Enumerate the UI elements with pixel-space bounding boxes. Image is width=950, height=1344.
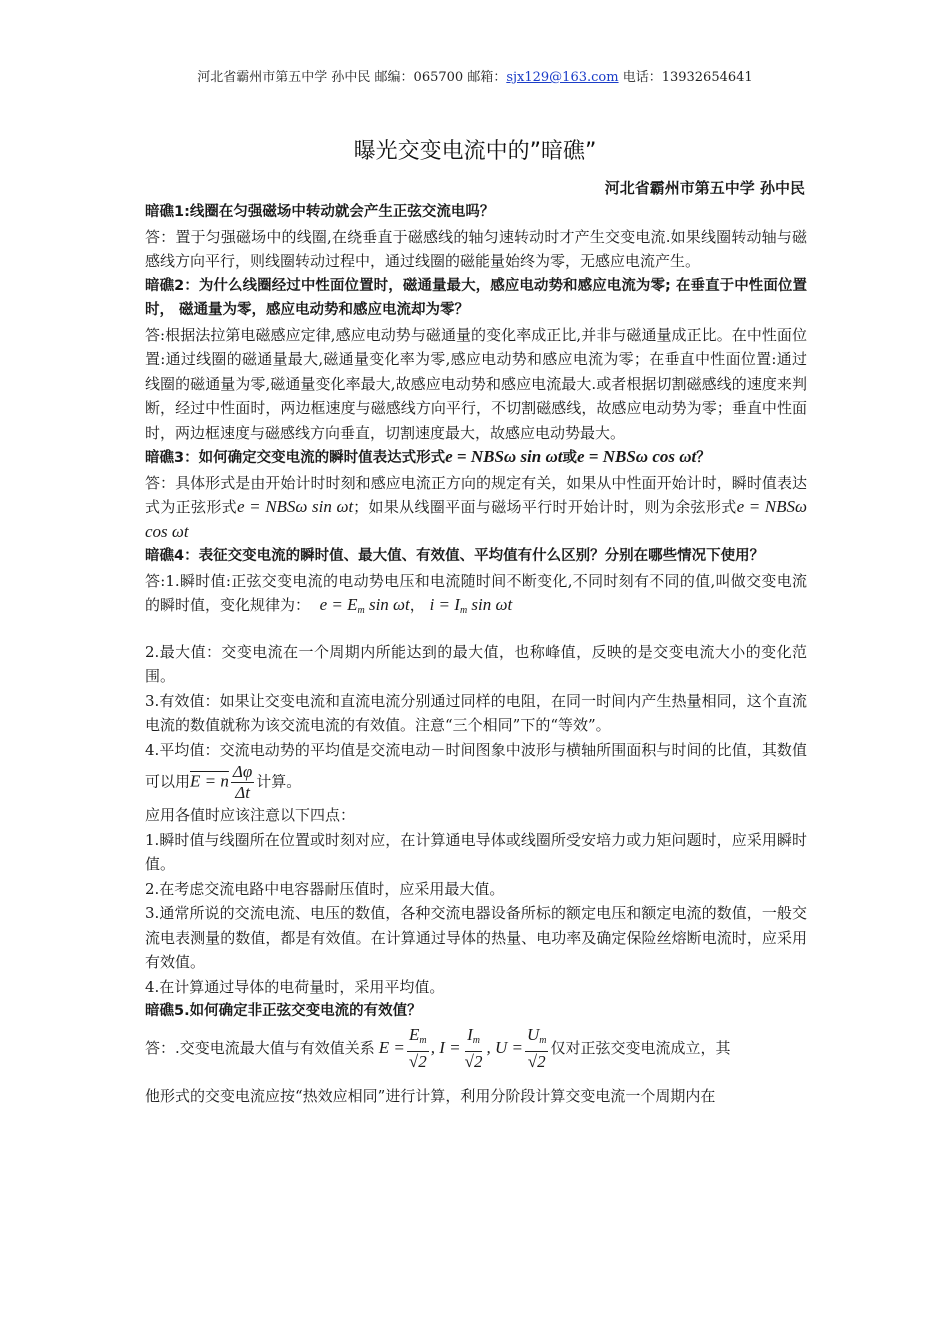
question-5: 暗礁5.如何确定非正弦交变电流的有效值？ bbox=[145, 1003, 422, 1019]
answer-4-average: 4.平均值：交流电动势的平均值是交流电动－时间图象中波形与横轴所围面积与时间的比值，其数值可以用E = n $\frac{\Delta\varphi}{\Delta t}$ 计算。 bbox=[145, 740, 807, 802]
fraction-average: $\frac{\Delta\varphi}{\Delta t}$ bbox=[232, 762, 253, 802]
note-1: 1.瞬时值与线圈所在位置或时刻对应，在计算通电导体或线圈所受安培力或力矩问题时，应采用瞬时值。 bbox=[145, 830, 807, 873]
author-line: 河北省霸州市第五中学 孙中民 bbox=[604, 179, 805, 197]
answer-5-cont: 他形式的交变电流应按“热效应相同”进行计算，利用分阶段计算交变电流一个周期内在 bbox=[145, 1086, 716, 1105]
page-title: 曝光交变电流中的”暗礁” bbox=[353, 139, 597, 164]
question-3: 暗礁3：如何确定交变电流的瞬时值表达式形式e = NBSω sin ωt或e = NBSω cos ωt？ bbox=[145, 447, 711, 466]
answer-5-line: 答：.交变电流最大值与有效值关系 E = $\frac{E_m}{√2}$ , I = $\frac{I_m}{√2}$ , U = $\frac{U_m}{√2}$ 仅对正弦交变电流成立，其 bbox=[145, 1025, 731, 1071]
note-3: 3.通常所说的交流电流、电压的数值，各种交流电器设备所标的额定电压和额定电流的数值，一般交流电表测量的数值，都是有效值。在计算通过导体的热量、电功率及确定保险丝熔断电流时，应采用有效值。 bbox=[145, 904, 807, 971]
answer-2: 答:根据法拉第电磁感应定律,感应电动势与磁通量的变化率成正比,并非与磁通量成正比。在中性面位置:通过线圈的磁通量最大,磁通量变化率为零,感应电动势和感应电流为零；在垂直中性面位置:通过线圈的磁通量为零,磁通量变化率最大,故感应电动势和感应电流最大.或者根据切割磁感线的速度来判断，经过中性面时，两边框速度与磁感线方向平行，不切割磁感线，故感应电动势为零；垂直中性面时，两边框速度与磁感线方向垂直，切割速度最大，故感应电动势最大。 bbox=[145, 325, 807, 442]
answer-3: 答：具体形式是由开始计时时刻和感应电流正方向的规定有关，如果从中性面开始计时，瞬时值表达式为正弦形式e = NBSω sin ωt；如果从线圈平面与磁场平行时开始计时，则为余弦形式e = NBSω cos ωt bbox=[145, 473, 807, 541]
formula-cos: e = NBSω cos ωt bbox=[577, 447, 697, 466]
page-header bbox=[0, 66, 950, 85]
note-4: 4.在计算通过导体的电荷量时，采用平均值。 bbox=[145, 977, 445, 996]
answer-4-max: 2.最大值：交变电流在一个周期内所能达到的最大值，也称峰值，反映的是交变电流大小的变化范围。 bbox=[145, 642, 807, 685]
notes-intro: 应用各值时应该注意以下四点： bbox=[145, 806, 356, 824]
formula-average: E = n bbox=[190, 771, 229, 791]
answer-1: 答：置于匀强磁场中的线圈,在绕垂直于磁感线的轴匀速转动时才产生交变电流.如果线圈转动轴与磁感线方向平行，则线圈转动过程中，通过线圈的磁能量始终为零，无感应电流产生。 bbox=[145, 227, 807, 270]
formula-cos-2: e = NBSω cos ωt bbox=[145, 497, 807, 541]
answer-4-instant: 答:1.瞬时值:正弦交变电流的电动势电压和电流随时间不断变化,不同时刻有不同的值,叫做交变电流的瞬时值，变化规律为： $e = E_m$ sin ωt， $i = I_m$ sin ωt bbox=[145, 571, 807, 616]
formula-instant-e: $e = E_m$ sin ωt bbox=[319, 595, 410, 616]
header-phone: 电话：13932654641 bbox=[618, 70, 753, 85]
formula-sin-2: e = NBSω sin ωt bbox=[237, 497, 354, 516]
formula-sin: e = NBSω sin ωt bbox=[445, 447, 563, 466]
question-2: 暗礁2：为什么线圈经过中性面位置时，磁通量最大，感应电动势和感应电流为零; 在垂直于中性面位置时， 磁通量为零，感应电动势和感应电流却为零？ bbox=[145, 277, 807, 318]
formula-effective: E = $\frac{E_m}{√2}$ , I = $\frac{I_m}{√2}$ , U = $\frac{U_m}{√2}$ bbox=[378, 1025, 547, 1071]
question-4: 暗礁4：表征交变电流的瞬时值、最大值、有效值、平均值有什么区别？分别在哪些情况下使用？ bbox=[145, 548, 765, 564]
note-2: 2.在考虑交流电路中电容器耐压值时，应采用最大值。 bbox=[145, 879, 505, 898]
question-1: 暗礁1:线圈在匀强磁场中转动就会产生正弦交流电吗？ bbox=[145, 204, 495, 220]
email-link[interactable]: sjx129@163.com bbox=[506, 70, 619, 85]
answer-4-effective: 3.有效值：如果让交变电流和直流电流分别通过同样的电阻，在同一时间内产生热量相同，这个直流电流的数值就称为该交流电流的有效值。注意“三个相同”下的“等效”。 bbox=[145, 691, 807, 734]
formula-instant-i: $i = I_m$ sin ωt bbox=[429, 595, 513, 616]
header-text: 河北省霸州市第五中学 孙中民 邮编：065700 邮箱： bbox=[197, 70, 507, 85]
article-body bbox=[145, 200, 807, 1108]
